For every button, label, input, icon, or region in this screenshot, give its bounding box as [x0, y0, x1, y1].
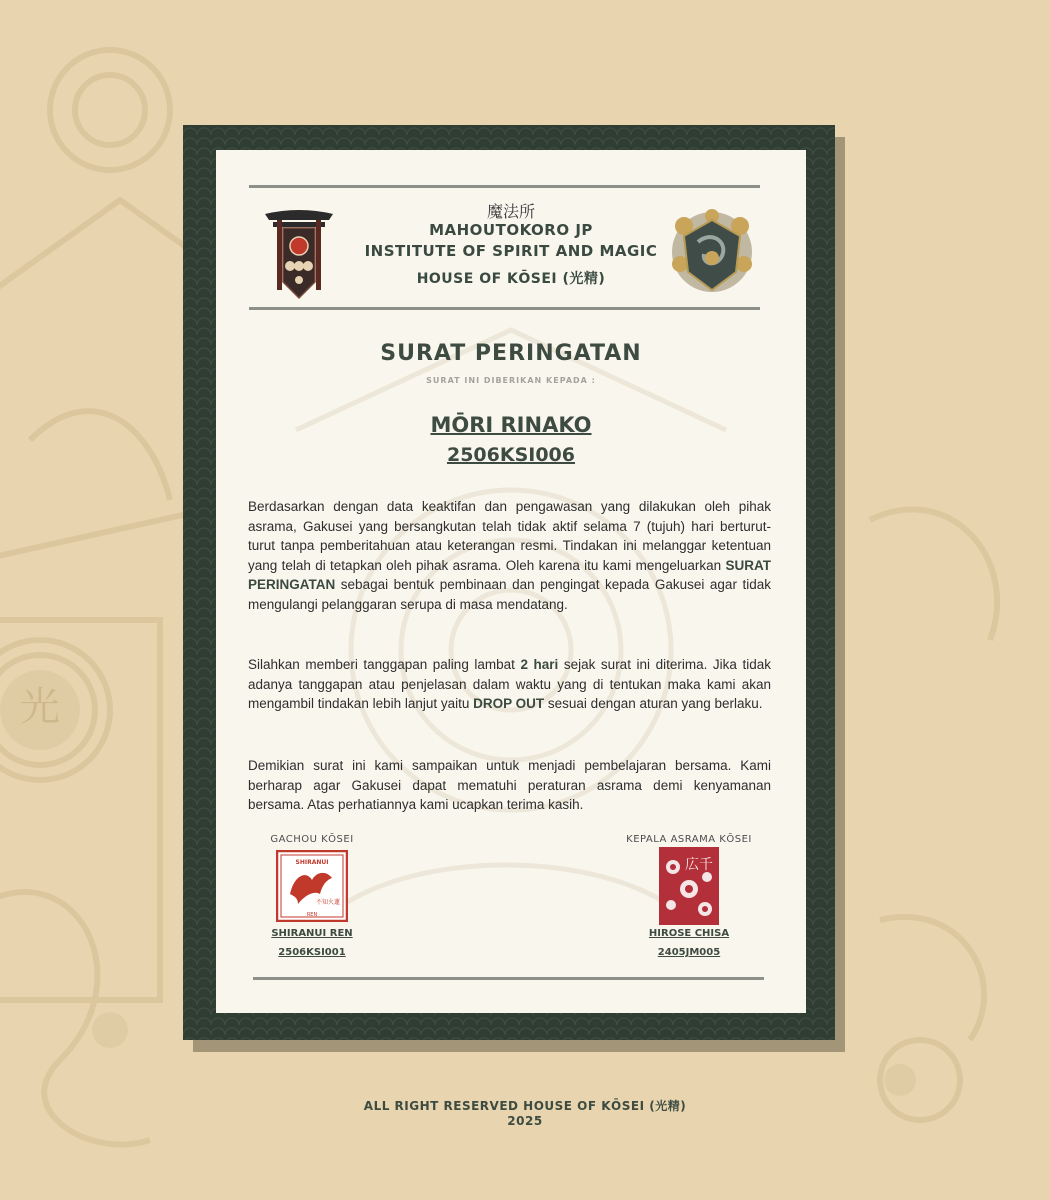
- header-bottom-rule: [249, 307, 760, 310]
- signature-right-id: 2405JM005: [657, 947, 721, 958]
- dragon-emblem-icon: [668, 206, 756, 298]
- header-line-1: MAHOUTOKORO JP: [429, 221, 593, 239]
- emphasis-drop-out: DROP OUT: [473, 696, 545, 711]
- footer-year: 2025: [507, 1114, 543, 1128]
- svg-text:不知火蓮: 不知火蓮: [315, 899, 341, 906]
- signature-left-id: 2506KSI001: [278, 947, 346, 958]
- svg-text:SHIRANUI: SHIRANUI: [295, 859, 329, 866]
- top-rule: [249, 185, 760, 188]
- body-paragraph-1: Berdasarkan dengan data keaktifan dan pengawasan yang dilakukan oleh pihak asrama, Gakusei yang bersangkutan telah tidak aktif selama 7 (tujuh) hari berturut-turut tanpa pemberitahuan atau keterangan resmi. Tindakan ini melanggar ketentuan yang telah di tetapkan oleh pihak asrama. Oleh karena itu kami mengeluarkan SURAT PERINGATAN sebagai bentuk pembinaan dan pengingat kepada Gakusei agar tidak mengulangi pelanggaran serupa di masa mendatang.: [248, 499, 771, 612]
- recipient-name: MŌRI RINAKO: [430, 413, 592, 437]
- header-kanji: 魔法所: [486, 202, 535, 221]
- certificate-paper: [216, 150, 806, 1013]
- document-title: SURAT PERINGATAN: [380, 341, 642, 366]
- signature-right-role: KEPALA ASRAMA KŌSEI: [626, 834, 752, 845]
- svg-text:広千: 広千: [685, 857, 713, 873]
- signature-right-name: HIROSE CHISA: [648, 928, 730, 939]
- body-paragraph-3: Demikian surat ini kami sampaikan untuk menjadi pembelajaran bersama. Kami berharap agar Gakusei dapat mematuhi peraturan asrama demi kenyamanan bersama. Atas perhatiannya kami ucapkan terima kasih.: [248, 758, 771, 812]
- certificate-frame: [183, 125, 835, 1040]
- emphasis-surat-peringatan: SURAT PERINGATAN: [248, 557, 771, 592]
- body-paragraph-2: Silahkan memberi tanggapan paling lambat 2 hari sejak surat ini diterima. Jika tidak adanya tanggapan atau penjelasan dalam waktu yang di tentukan maka kami akan mengambil tindakan lebih lanjut yaitu DROP OUT sesuai dengan aturan yang berlaku.: [248, 657, 771, 711]
- footer-copyright: ALL RIGHT RESERVED HOUSE OF KŌSEI (光精): [363, 1099, 687, 1113]
- signature-left-name: SHIRANUI REN: [271, 928, 353, 939]
- emphasis-deadline: 2 hari: [520, 657, 559, 672]
- svg-text:REN: REN: [306, 912, 318, 918]
- floral-seal-stamp-icon: [659, 847, 719, 925]
- bottom-rule: [253, 977, 764, 980]
- recipient-id: 2506KSI006: [446, 444, 576, 466]
- header-line-3: HOUSE OF KŌSEI (光精): [416, 271, 606, 287]
- document-subtitle: SURAT INI DIBERIKAN KEPADA :: [426, 376, 596, 385]
- header-line-2: INSTITUTE OF SPIRIT AND MAGIC: [364, 242, 658, 260]
- signature-left-role: GACHOU KŌSEI: [270, 834, 354, 845]
- phoenix-stamp-icon: [276, 850, 348, 922]
- svg-text:光: 光: [20, 684, 60, 730]
